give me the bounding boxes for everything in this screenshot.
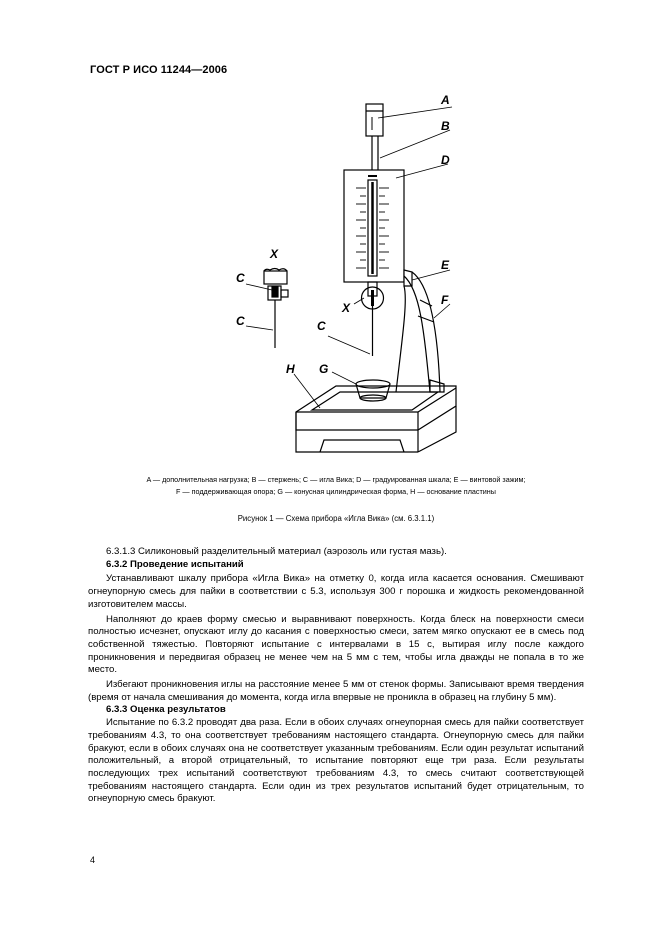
- figure-legend-line-2: F — поддерживающая опора; G — конусная цилиндрическая форма, H — основание пластины: [176, 487, 496, 496]
- rod: [372, 136, 378, 172]
- heading-633: 6.3.3 Оценка результатов: [106, 704, 226, 716]
- base-plate: [296, 386, 456, 452]
- support-column: [396, 270, 444, 392]
- paragraph-3: Избегают проникновения иглы на расстояние менее 5 мм от стенок формы. Записывают время твердения (время от начала смешивания до момента, когда игла впервые не проникла в образец на глубину 5 мм).: [88, 679, 584, 703]
- body-text: [88, 546, 584, 806]
- figure-legend-line-1: A — дополнительная нагрузка; B — стержень; C — игла Вика; D — градуированная шкала; E — винтовой зажим;: [146, 475, 526, 484]
- label-c-detail-1: C: [236, 271, 245, 285]
- paragraph-2: Наполняют до краев форму смесью и выравнивают поверхность. Когда блеск на поверхности смеси полностью исчезнет, опускают иглу до касания с поверхностью смеси, затем мягко опускают ее в смесь под собственной тяжестью. Повторяют испытание с интервалами в 15 с, вытирая иглу после каждого проникновения и передвигая образец не менее чем на 5 мм с тем, чтобы игла дважды не попала в то же место.: [88, 613, 584, 676]
- label-e: E: [441, 258, 450, 272]
- label-x-detail: X: [270, 247, 279, 261]
- label-h: H: [286, 362, 295, 376]
- needle-assembly: [362, 282, 384, 356]
- clause-6313: 6.3.1.3 Силиконовый разделительный материал (аэрозоль или густая мазь).: [106, 546, 447, 557]
- vicat-apparatus-diagram: [0, 0, 661, 460]
- label-a: A: [441, 93, 450, 107]
- conical-mold: [356, 380, 390, 401]
- document-header: ГОСТ Р ИСО 11244—2006: [90, 64, 228, 76]
- label-d: D: [441, 153, 450, 167]
- label-x-main: X: [342, 301, 351, 315]
- heading-632: 6.3.2 Проведение испытаний: [106, 558, 244, 570]
- label-g: G: [319, 362, 329, 376]
- label-b: B: [441, 119, 450, 133]
- paragraph-4: Испытание по 6.3.2 проводят два раза. Если в обоих случаях огнеупорная смесь для пайки соответствует требованиям 4.3, то она соответствует требованиям настоящего стандарта. Огнеупорную смесь для пайки бракуют, если в обоих случаях она не соответствует указанным требованиям. Если один результат испытаний положительный, а второй отрицательный, то испытание повторяют еще три раза. Если результаты последующих трех испытаний соответствуют требованиям 4.3, то смесь считают соответствующей требованиям настоящего стандарта. Если один из трех результатов испытаний будет отрицательным, то огнеупорную смесь бракуют.: [88, 717, 584, 805]
- figure-caption: Рисунок 1 — Схема прибора «Игла Вика» (см. 6.3.1.1): [237, 514, 435, 523]
- label-f: F: [441, 293, 449, 307]
- paragraph-1: Устанавливают шкалу прибора «Игла Вика» на отметку 0, когда игла касается основания. Смешивают огнеупорную смесь для пайки в соответствии с 5.3, используя 300 г порошка и жидкость рекомендованной изготовителем массы.: [88, 573, 584, 610]
- page-number: 4: [90, 855, 96, 865]
- detail-x: [264, 269, 288, 349]
- label-c-detail-2: C: [236, 314, 245, 328]
- label-c-main: C: [317, 319, 326, 333]
- graduated-scale: [344, 170, 404, 282]
- additional-weight: [366, 104, 383, 136]
